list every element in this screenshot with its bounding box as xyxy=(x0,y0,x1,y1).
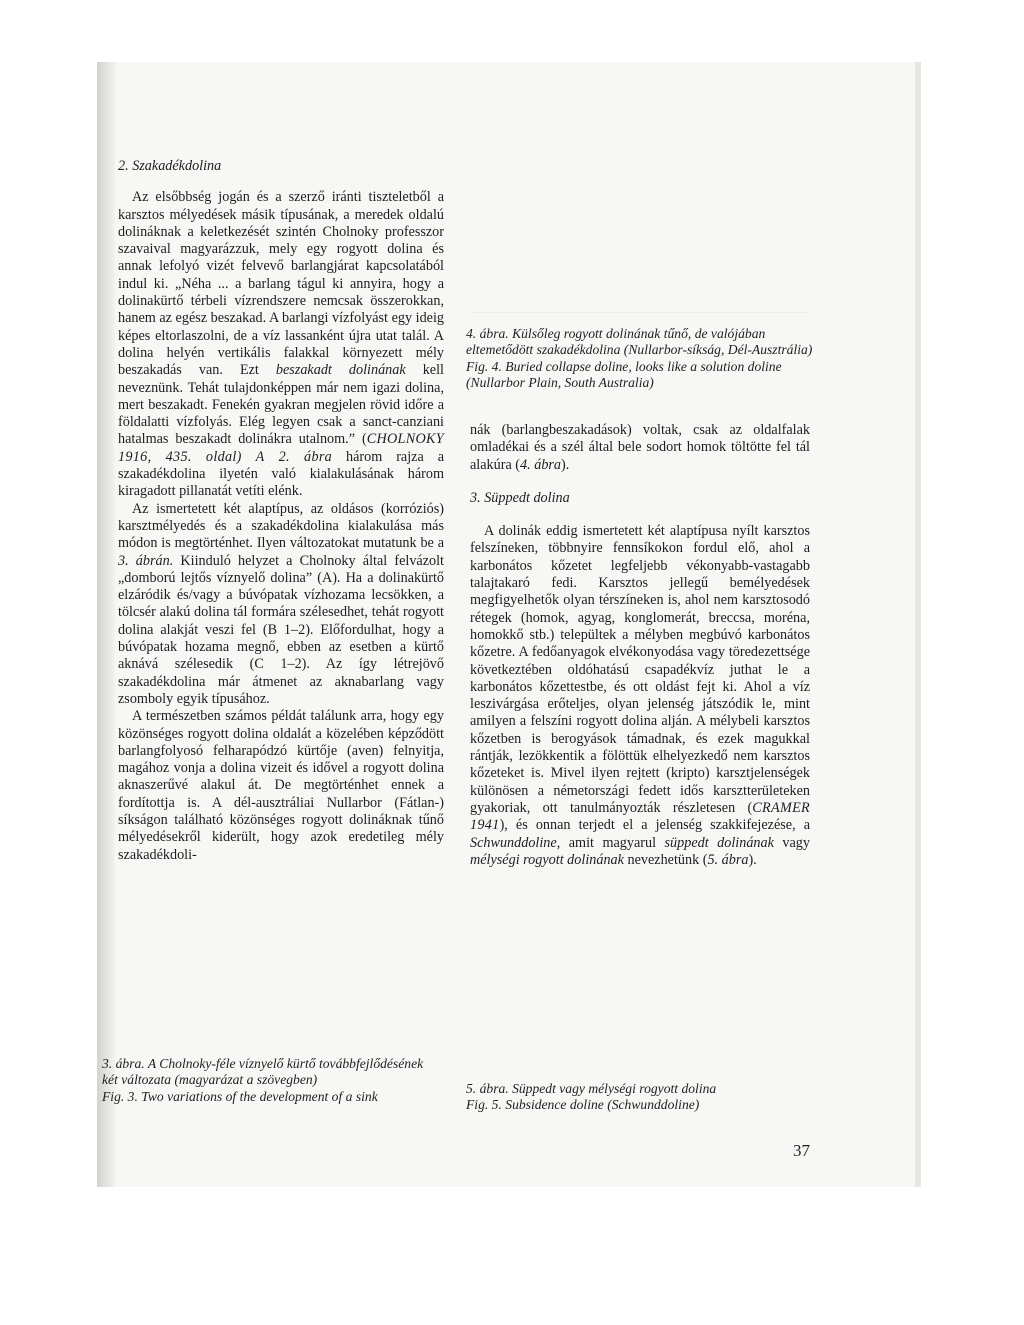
figure-5-caption-hu: 5. ábra. Süppedt vagy mélységi rogyott dolina xyxy=(466,1081,717,1096)
page-number: 37 xyxy=(793,1141,810,1160)
page-binding-shadow xyxy=(97,62,115,1187)
paragraph-4: A dolinák eddig ismertetett két alaptípusa nyílt karsztos felszíneken, többnyire fennsíkokon fordul elő, ahol a karbonátos kőzetet legfeljebb vékonyabb-vastagabb talajtakaró fedi. Karsztos jellegű bemélyedések megfigyelhetők olyan térszíneken is, ahol nem karsztosodó rétegek (homok, agyag, konglomerát, breccsa, moréna, homokkő stb.) települtek a mélyben megbúvó karbonátos kőzetre. A fedőanyagok elvékonyodása vagy töredezettsége következtében oldóhatású csapadékvíz juthat le a karbonátos kőzettestbe, és ott oldást fejt ki. Ahol a víz leszivárgása erőteljes, olyan jelenség játszódik le, mint amilyen a felszíni rogyott dolina alján. A mélybeli karsztos kőzetben is berogyások támadnak, és ezek magukkal rántják, lezökkentik a fölöttük elhelyezkedő nem karsztos kőzeteket is. Mivel ilyen rejtett (kripto) karsztjelenségek különösen a németországi fedett idős karsztterületeken gyakoriak, ott tanulmányozták részletesen (CRAMER 1941), és onnan terjedt el a jelenség szakkifejezése, a Schwunddoline, amit magyarul süppedt dolinának vagy mélységi rogyott dolinának nevezhetünk (5. ábra). xyxy=(470,523,810,868)
left-column xyxy=(118,158,444,864)
figure-5-caption-en: Fig. 5. Subsidence doline (Schwunddoline) xyxy=(466,1097,700,1113)
figure-5-area xyxy=(470,900,810,1070)
figure-4-caption-en: Fig. 4. Buried collapse doline, looks like a solution doline (Nullarbor Plain, South Australia) xyxy=(466,358,782,391)
figure-4-area xyxy=(470,92,810,313)
paragraph-continuation: nák (barlangbeszakadások) voltak, csak az oldalfalak omladékai és a szél által bele sodort homok töltötte fel tál alakúra (4. ábra). xyxy=(470,422,810,473)
figure-4-caption xyxy=(466,326,816,392)
page-right-edge xyxy=(915,62,921,1187)
figure-5-caption xyxy=(466,1081,816,1114)
figure-3-caption-hu: 3. ábra. A Cholnoky-féle víznyelő kürtő továbbfejlődésének két változata (magyarázat a szövegben) xyxy=(102,1056,424,1088)
figure-3-caption-en: Fig. 3. Two variations of the development of a sink xyxy=(102,1088,378,1104)
section-heading-suppedt-dolina: 3. Süppedt dolina xyxy=(470,489,570,506)
figure-3-caption xyxy=(102,1056,442,1105)
figure-4-caption-hu: 4. ábra. Külsőleg rogyott dolinának tűnő, de valójában eltemetődött szakadékdolina (Nullarbor-síkság, Dél-Ausztrália) xyxy=(466,326,813,358)
paragraph-3: A természetben számos példát találunk arra, hogy egy közönséges rogyott dolina oldalát a közelében képződött barlangfolyosó felharapódzó kürtője (aven) felnyitja, magához vonja a dolina vizeit és idővel a rogyott dolina aknaszerűvé alakul át. De megtörténhet ennek a fordítottja is. A dél-ausztráliai Nullarbor (Fátlan-) síkságon található közönséges rogyott dolináknak tűnő mélyedésekről kiderült, hogy azok eredetileg mély szakadékdoli- xyxy=(118,708,444,863)
paragraph-2: Az ismertetett két alaptípus, az oldásos (korróziós) karsztmélyedés és a szakadékdolina kialakulása más módon is megtörténhet. Ilyen változatokat mutatunk be a 3. ábrán. Kiinduló helyzet a Cholnoky által felvázolt „domború lejtős víznyelő dolina” (A). Ha a dolinakürtő elzáródik és/vagy a búvópatak vízhozama lecsökken, a tölcsér alakú dolina tál formára szélesedhet, tehát rogyott dolina alakját veszi fel (B 1–2). Előfordulhat, hogy a búvópatak hozama megnő, ebben az esetben a kürtő aknává szélesedik (C 1–2). Az így létrejövő szakadékdolina már átmenet az aknabarlang vagy zsomboly egyik típusához. xyxy=(118,500,444,707)
paragraph-1: Az elsőbbség jogán és a szerző iránti tiszteletből a karsztos mélyedések másik típusának, a meredek oldalú dolináknak a keletkezését szintén Cholnoky professzor szavaival magyarázzuk, mely egy rogyott dolina és annak lefolyó vizét felvevő barlangjárat kapcsolatából indul ki. „Néha ... a barlang tágul ki annyira, hogy a dolinakürtő térbeli vízrendszere nemcsak összerokkan, hanem az egész beszakad. A barlangi vízfolyást egy ideig képes eltorlaszolni, de a víz lassanként újra utat talál. A dolina helyén vertikális falakkal környezett mély beszakadás van. Ezt beszakadt dolinának kell neveznünk. Tehát tulajdonképpen már nem igazi dolina, mert beszakadt. Fenekén gyakran megjelen rövid időre a földalatti vízfolyás. Elég legyen csak a sanct-canziani hatalmas beszakadt dolinákra utalnom.” (CHOLNOKY 1916, 435. oldal) A 2. ábra három rajza a szakadékdolina ilyetén való kialakulásának három kiragadott pillanatát vetíti elénk. xyxy=(118,189,444,500)
section-heading-szakadekdolina: 2. Szakadékdolina xyxy=(118,158,222,174)
right-column xyxy=(470,422,810,869)
